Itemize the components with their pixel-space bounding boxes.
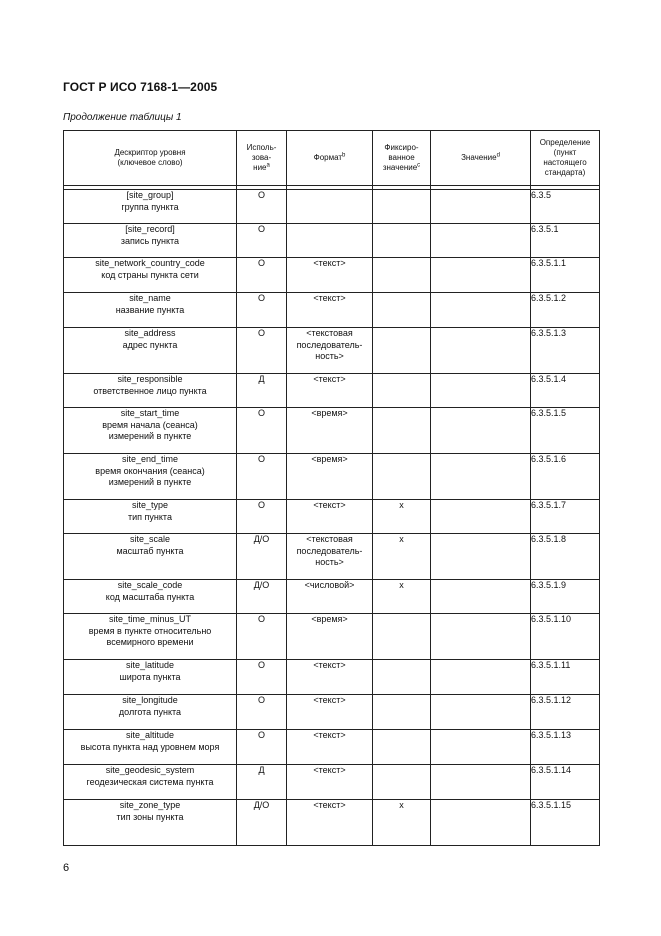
cell-value bbox=[431, 500, 531, 534]
cell-definition: 6.3.5.1.4 bbox=[531, 374, 600, 408]
cell-fixed-value bbox=[373, 374, 431, 408]
cell-format: <текстовая последователь- ность> bbox=[287, 328, 373, 374]
cell-format bbox=[287, 224, 373, 258]
cell-value bbox=[431, 614, 531, 660]
cell-format: <текст> bbox=[287, 695, 373, 730]
cell-format: <текст> bbox=[287, 660, 373, 695]
cell-fixed-value bbox=[373, 695, 431, 730]
cell-usage: О bbox=[237, 614, 287, 660]
cell-descriptor: site_altitude высота пункта над уровнем моря bbox=[64, 730, 237, 765]
document-header: ГОСТ Р ИСО 7168-1—2005 bbox=[63, 80, 218, 94]
cell-fixed-value bbox=[373, 293, 431, 328]
cell-format: <время> bbox=[287, 408, 373, 454]
cell-fixed-value bbox=[373, 454, 431, 500]
table-row bbox=[64, 765, 600, 800]
cell-descriptor: site_address адрес пункта bbox=[64, 328, 237, 374]
table-row bbox=[64, 224, 600, 258]
cell-usage: Д bbox=[237, 765, 287, 800]
table-row bbox=[64, 580, 600, 614]
cell-fixed-value bbox=[373, 730, 431, 765]
cell-definition: 6.3.5.1.11 bbox=[531, 660, 600, 695]
cell-format: <время> bbox=[287, 614, 373, 660]
cell-format: <текст> bbox=[287, 500, 373, 534]
cell-value bbox=[431, 454, 531, 500]
col-header-fixed-value: Фиксиро- ванное значение$^c$ bbox=[373, 131, 431, 186]
cell-format: <текст> bbox=[287, 374, 373, 408]
cell-descriptor: site_latitude широта пункта bbox=[64, 660, 237, 695]
cell-value bbox=[431, 328, 531, 374]
cell-value bbox=[431, 660, 531, 695]
table-row bbox=[64, 500, 600, 534]
cell-fixed-value bbox=[373, 258, 431, 293]
table-row bbox=[64, 660, 600, 695]
col-header-usage: Исполь- зова- ние$^a$ bbox=[237, 131, 287, 186]
cell-format: <текст> bbox=[287, 258, 373, 293]
cell-definition: 6.3.5.1.2 bbox=[531, 293, 600, 328]
cell-usage: Д/О bbox=[237, 534, 287, 580]
cell-usage: Д bbox=[237, 374, 287, 408]
cell-descriptor: site_start_time время начала (сеанса) измерений в пункте bbox=[64, 408, 237, 454]
cell-usage: О bbox=[237, 730, 287, 765]
table-header-row bbox=[64, 131, 600, 186]
cell-descriptor: site_time_minus_UT время в пункте относительно всемирного времени bbox=[64, 614, 237, 660]
cell-descriptor: site_type тип пункта bbox=[64, 500, 237, 534]
cell-format: <время> bbox=[287, 454, 373, 500]
cell-descriptor: site_name название пункта bbox=[64, 293, 237, 328]
cell-fixed-value: x bbox=[373, 500, 431, 534]
cell-descriptor: site_network_country_code код страны пункта сети bbox=[64, 258, 237, 293]
cell-usage: О bbox=[237, 224, 287, 258]
cell-usage: О bbox=[237, 190, 287, 224]
page-number: 6 bbox=[63, 862, 70, 874]
cell-definition: 6.3.5.1.13 bbox=[531, 730, 600, 765]
table-row bbox=[64, 534, 600, 580]
cell-definition: 6.3.5.1.15 bbox=[531, 800, 600, 846]
cell-value bbox=[431, 765, 531, 800]
cell-usage: Д/О bbox=[237, 800, 287, 846]
table-row bbox=[64, 454, 600, 500]
cell-definition: 6.3.5.1.12 bbox=[531, 695, 600, 730]
cell-definition: 6.3.5.1.3 bbox=[531, 328, 600, 374]
cell-descriptor: [site_group] группа пункта bbox=[64, 190, 237, 224]
cell-descriptor: site_responsible ответственное лицо пункта bbox=[64, 374, 237, 408]
cell-format: <текстовая последователь- ность> bbox=[287, 534, 373, 580]
table-row bbox=[64, 258, 600, 293]
cell-fixed-value: x bbox=[373, 580, 431, 614]
cell-value bbox=[431, 258, 531, 293]
table-row bbox=[64, 293, 600, 328]
table-row bbox=[64, 190, 600, 224]
cell-definition: 6.3.5.1.10 bbox=[531, 614, 600, 660]
table-caption: Продолжение таблицы 1 bbox=[63, 112, 182, 123]
cell-format: <текст> bbox=[287, 293, 373, 328]
cell-fixed-value bbox=[373, 614, 431, 660]
col-header-format: Формат$^b$ bbox=[287, 131, 373, 186]
cell-descriptor: site_longitude долгота пункта bbox=[64, 695, 237, 730]
descriptor-table bbox=[63, 130, 600, 846]
cell-format bbox=[287, 190, 373, 224]
cell-usage: О bbox=[237, 660, 287, 695]
cell-definition: 6.3.5 bbox=[531, 190, 600, 224]
cell-usage: О bbox=[237, 293, 287, 328]
cell-usage: О bbox=[237, 500, 287, 534]
col-header-definition: Определение (пункт настоящего стандарта) bbox=[531, 131, 600, 186]
cell-descriptor: site_geodesic_system геодезическая система пункта bbox=[64, 765, 237, 800]
cell-value bbox=[431, 534, 531, 580]
cell-descriptor: site_end_time время окончания (сеанса) измерений в пункте bbox=[64, 454, 237, 500]
cell-descriptor: site_scale_code код масштаба пункта bbox=[64, 580, 237, 614]
col-header-descriptor: Дескриптор уровня (ключевое слово) bbox=[64, 131, 237, 186]
cell-value bbox=[431, 800, 531, 846]
cell-value bbox=[431, 190, 531, 224]
cell-definition: 6.3.5.1.6 bbox=[531, 454, 600, 500]
cell-value bbox=[431, 730, 531, 765]
cell-definition: 6.3.5.1.14 bbox=[531, 765, 600, 800]
table-row bbox=[64, 328, 600, 374]
cell-descriptor: site_scale масштаб пункта bbox=[64, 534, 237, 580]
cell-fixed-value bbox=[373, 660, 431, 695]
cell-fixed-value bbox=[373, 328, 431, 374]
col-header-value: Значение$^d$ bbox=[431, 131, 531, 186]
cell-usage: О bbox=[237, 408, 287, 454]
cell-usage: О bbox=[237, 454, 287, 500]
table-row bbox=[64, 730, 600, 765]
cell-value bbox=[431, 293, 531, 328]
cell-fixed-value bbox=[373, 765, 431, 800]
cell-value bbox=[431, 580, 531, 614]
cell-value bbox=[431, 695, 531, 730]
cell-usage: О bbox=[237, 328, 287, 374]
table-row bbox=[64, 800, 600, 846]
cell-usage: О bbox=[237, 258, 287, 293]
cell-definition: 6.3.5.1 bbox=[531, 224, 600, 258]
table-row bbox=[64, 374, 600, 408]
cell-format: <текст> bbox=[287, 765, 373, 800]
cell-definition: 6.3.5.1.7 bbox=[531, 500, 600, 534]
cell-definition: 6.3.5.1.9 bbox=[531, 580, 600, 614]
cell-definition: 6.3.5.1.8 bbox=[531, 534, 600, 580]
cell-fixed-value bbox=[373, 190, 431, 224]
cell-descriptor: [site_record] запись пункта bbox=[64, 224, 237, 258]
cell-definition: 6.3.5.1.5 bbox=[531, 408, 600, 454]
cell-value bbox=[431, 374, 531, 408]
cell-format: <текст> bbox=[287, 800, 373, 846]
cell-descriptor: site_zone_type тип зоны пункта bbox=[64, 800, 237, 846]
cell-usage: Д/О bbox=[237, 580, 287, 614]
cell-fixed-value: x bbox=[373, 534, 431, 580]
cell-fixed-value: x bbox=[373, 800, 431, 846]
cell-value bbox=[431, 224, 531, 258]
cell-fixed-value bbox=[373, 408, 431, 454]
cell-definition: 6.3.5.1.1 bbox=[531, 258, 600, 293]
cell-format: <текст> bbox=[287, 730, 373, 765]
table-row bbox=[64, 614, 600, 660]
cell-usage: О bbox=[237, 695, 287, 730]
cell-fixed-value bbox=[373, 224, 431, 258]
cell-format: <числовой> bbox=[287, 580, 373, 614]
cell-value bbox=[431, 408, 531, 454]
table-row bbox=[64, 408, 600, 454]
table-row bbox=[64, 695, 600, 730]
